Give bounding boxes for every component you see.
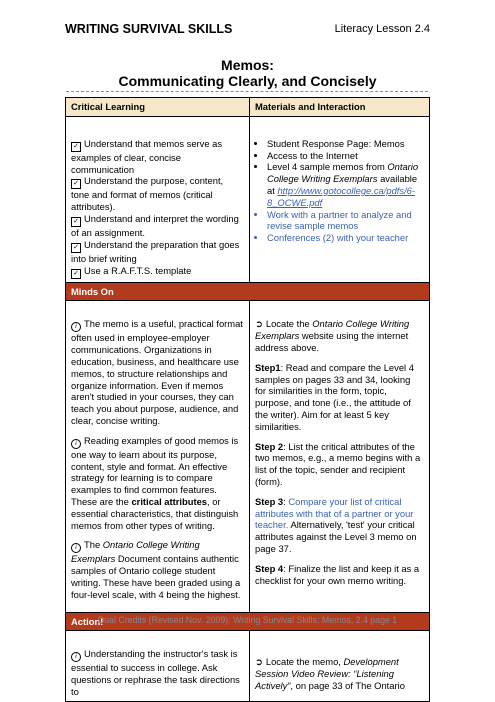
info-icon: i [71, 543, 81, 553]
critical-learning-cell [66, 116, 250, 282]
header-title: WRITING SURVIVAL SKILLS [65, 22, 233, 36]
minds-paragraph: i The memo is a useful, practical format often used in employee-employer communications. Organizations in education, business, and healthcare use memos, to structure relationships and organize information. Even if memos aren't studied in your courses, they can teach you about purpose, audience, and clear, concise writing. [71, 318, 243, 426]
action-section: Action! [66, 612, 430, 631]
materials-item: • Level 4 sample memos from Ontario College Writing Exemplars available at http://www.gotocollege.ca/pdfs/6-8_OCWE.pdf [267, 161, 423, 208]
checkbox-icon: ✓ [71, 243, 81, 253]
critical-item: ✓ Understand the purpose, content, tone and format of memos (critical attributes). [71, 175, 224, 213]
info-icon: i [71, 439, 81, 449]
critical-learning-heading: Critical Learning [66, 98, 250, 117]
step-4: Step 4: Finalize the list and keep it as a checklist for your own memo writing. [255, 562, 420, 586]
materials-item: • Access to the Internet [267, 150, 423, 162]
checkbox-icon: ✓ [71, 179, 81, 189]
locate-instruction: ➲ Locate the Ontario College Writing Exemplars website using the internet address above. [255, 318, 410, 353]
arrow-right-icon: ➲ [255, 656, 263, 668]
materials-item: • Student Response Page: Memos [267, 138, 423, 150]
minds-on-left [66, 301, 250, 612]
critical-item: ✓ Use a R.A.F.T.S. template [71, 265, 243, 279]
materials-heading: Materials and Interaction [250, 98, 430, 117]
divider-rule [66, 91, 428, 92]
step-1: Step1: Read and compare the Level 4 samples on pages 33 and 34, looking for similarities in the form, topic, purpose, and tone (i.e., the attitude of the writer). Aim for at least 5 key similarities. [255, 361, 414, 432]
minds-paragraph: i Reading examples of good memos is one way to learn about its purpose, content, style and format. An effective strategy for learning is to compare examples to find common features. These are the critical attributes, or essential characteristics, that distinguish memos from other types of writing. [71, 434, 239, 531]
minds-paragraph: i The Ontario College Writing Exemplars Document contains authentic samples of Ontario college student writing. These have been graded using a four-level scale, with 4 being the highest. [71, 539, 241, 600]
doc-title-line2: Communicating Clearly, and Concisely [118, 73, 377, 89]
page-footer: Dual Credits (Revised Nov. 2009): Writing Survival Skills: Memos, 2.4 page 1 [97, 615, 398, 625]
materials-cell [250, 116, 430, 282]
minds-on-right [250, 301, 430, 612]
info-icon: i [71, 652, 81, 662]
checkbox-icon: ✓ [71, 142, 81, 152]
checkbox-icon: ✓ [71, 269, 81, 279]
lesson-table [65, 97, 430, 702]
critical-item: ✓ Understand and interpret the wording of an assignment. [71, 212, 239, 238]
step-2: Step 2: List the critical attributes of the two memos, e.g., a memo begins with a list of the topic, sender and recipient (form). [255, 440, 421, 487]
critical-item: ✓ Understand that memos serve as examples of clear, concise communication [71, 137, 223, 175]
minds-on-section: Minds On [66, 282, 430, 301]
lesson-label: Literacy Lesson 2.4 [334, 23, 430, 35]
exemplars-link[interactable]: http://www.gotocollege.ca/pdfs/6-8_OCWE.pdf [267, 184, 416, 208]
materials-item: • Conferences (2) with your teacher [267, 232, 423, 244]
info-icon: i [71, 322, 81, 332]
materials-item: • Work with a partner to analyze and revise sample memos [267, 209, 423, 233]
action-left: i Understanding the instructor's task is essential to success in college. Ask questions or rephrase the task directions to [66, 631, 250, 701]
page-header [65, 22, 430, 42]
arrow-right-icon: ➲ [255, 318, 263, 330]
action-right: ➲ Locate the memo, Development Session Video Review: “Listening Actively”, on page 33 of The Ontario [250, 631, 430, 701]
doc-title-line1: Memos: [221, 57, 274, 73]
checkbox-icon: ✓ [71, 217, 81, 227]
step-3: Step 3: Compare your list of critical attributes with that of a partner or your teacher. Alternatively, 'test' your critical attributes against the Level 3 memo on page 37. [255, 495, 417, 554]
critical-item: ✓ Understand the preparation that goes into brief writing [71, 238, 240, 264]
